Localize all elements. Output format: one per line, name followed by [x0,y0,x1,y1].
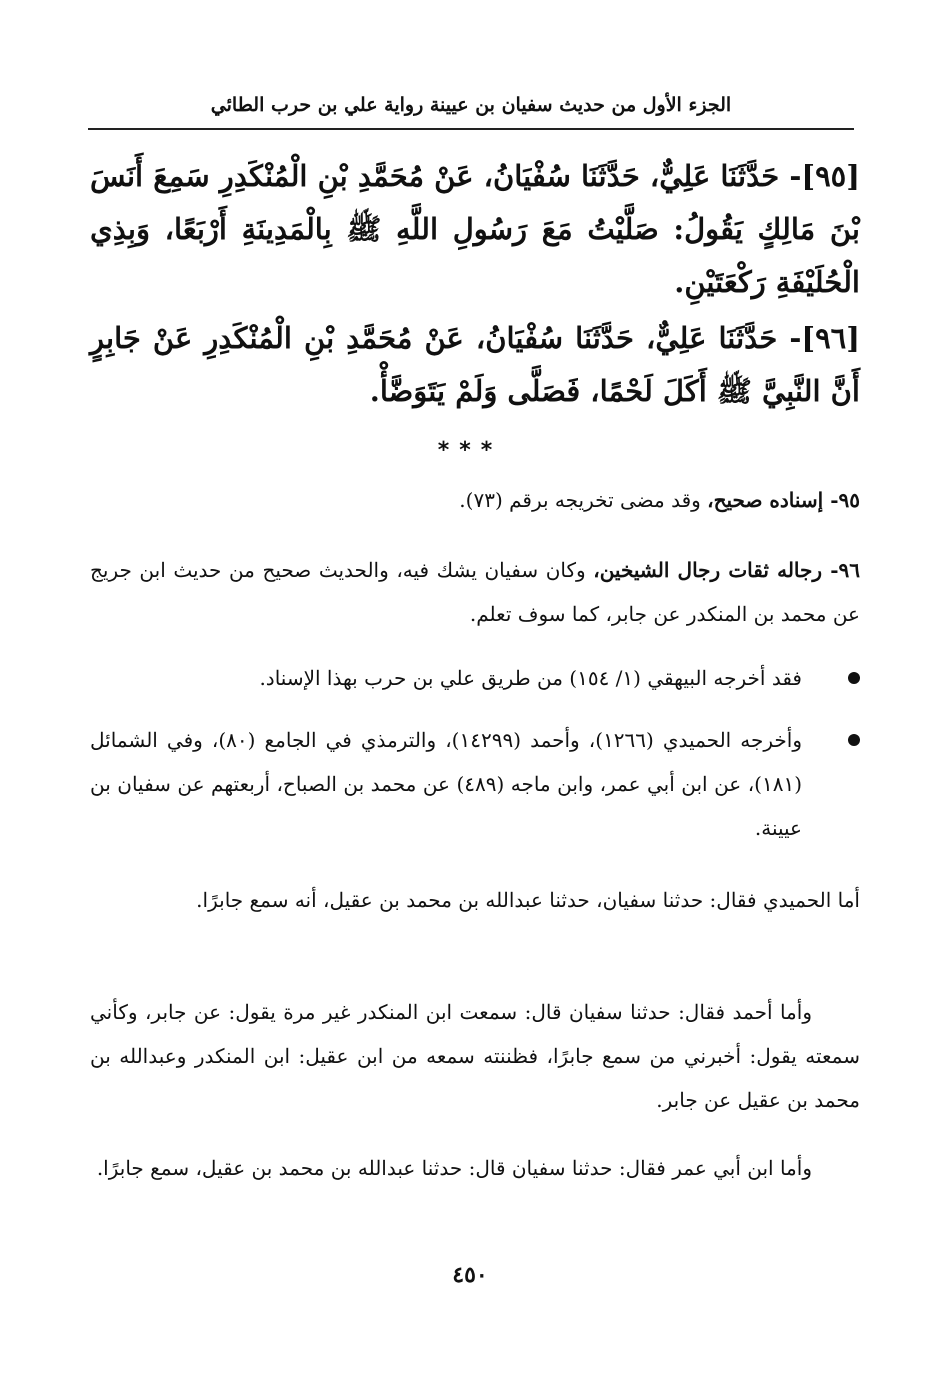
bullet-item-1-text: فقد أخرجه البيهقي (١/ ١٥٤) من طريق علي بن حرب بهذا الإسناد. [259,666,802,690]
hadith-95-text: - حَدَّثَنَا عَلِيٌّ، حَدَّثَنَا سُفْيَانُ، عَنْ مُحَمَّدِ بْنِ الْمُنْكَدِرِ سَمِعَ أَنَسَ بْنَ مَالِكٍ يَقُولُ: صَلَّيْتُ مَعَ رَسُولِ اللَّهِ ﷺ بِالْمَدِينَةِ أَرْبَعًا، وَبِذِي الْحُلَيْفَةِ رَكْعَتَيْنِ. [90,159,860,299]
note-96-label: ٩٦- رجاله ثقات رجال الشيخين، [593,558,860,582]
paragraph-humaidi: أما الحميدي فقال: حدثنا سفيان، حدثنا عبدالله بن محمد بن عقيل، أنه سمع جابرًا. [196,888,860,912]
section-separator: *** [437,438,503,463]
bullet-item-1 [90,656,860,700]
hadith-96-number: [٩٦] [801,321,860,355]
note-95-text: وقد مضى تخريجه برقم (٧٣). [459,488,708,512]
paragraph-ibn-abi-umar: وأما ابن أبي عمر فقال: حدثنا سفيان قال: حدثنا عبدالله بن محمد بن عقيل، سمع جابرًا. [96,1156,812,1180]
page-number: ٤٥٠ [452,1262,488,1288]
hadith-95 [90,150,860,309]
bullet-item-2-text: وأخرجه الحميدي (١٢٦٦)، وأحمد (١٤٢٩٩)، والترمذي في الجامع (٨٠)، وفي الشمائل (١٨١)، عن ابن أبي عمر، وابن ماجه (٤٨٩) عن محمد بن الصباح، أربعتهم عن سفيان بن عيينة. [90,728,802,840]
note-96 [90,548,860,636]
note-95-label: ٩٥- إسناده صحيح، [707,488,860,512]
bullet-icon [848,672,860,684]
bullet-item-2 [90,718,860,850]
note-95 [90,478,860,522]
bullet-icon [848,734,860,746]
hadith-95-number: [٩٥] [801,159,860,193]
note-96-text: وكان سفيان يشك فيه، والحديث صحيح من حديث ابن جريج عن محمد بن المنكدر عن جابر، كما سوف تعلم. [90,558,860,626]
paragraph-ahmad: وأما أحمد فقال: حدثنا سفيان قال: سمعت ابن المنكدر غير مرة يقول: عن جابر، وكأني سمعته يقول: أخبرني من سمع جابرًا، فظننته سمعه من ابن عقيل: ابن المنكدر وعبدالله بن محمد بن عقيل عن جابر. [90,1000,860,1112]
header-rule [88,128,854,130]
hadith-96 [90,312,860,418]
running-header: الجزء الأول من حديث سفيان بن عيينة رواية علي بن حرب الطائي [210,94,732,116]
hadith-96-text: - حَدَّثَنَا عَلِيٌّ، حَدَّثَنَا سُفْيَانُ، عَنْ مُحَمَّدِ بْنِ الْمُنْكَدِرِ عَنْ جَابِرٍ أَنَّ النَّبِيَّ ﷺ أَكَلَ لَحْمًا، فَصَلَّى وَلَمْ يَتَوَضَّأْ. [90,321,860,408]
